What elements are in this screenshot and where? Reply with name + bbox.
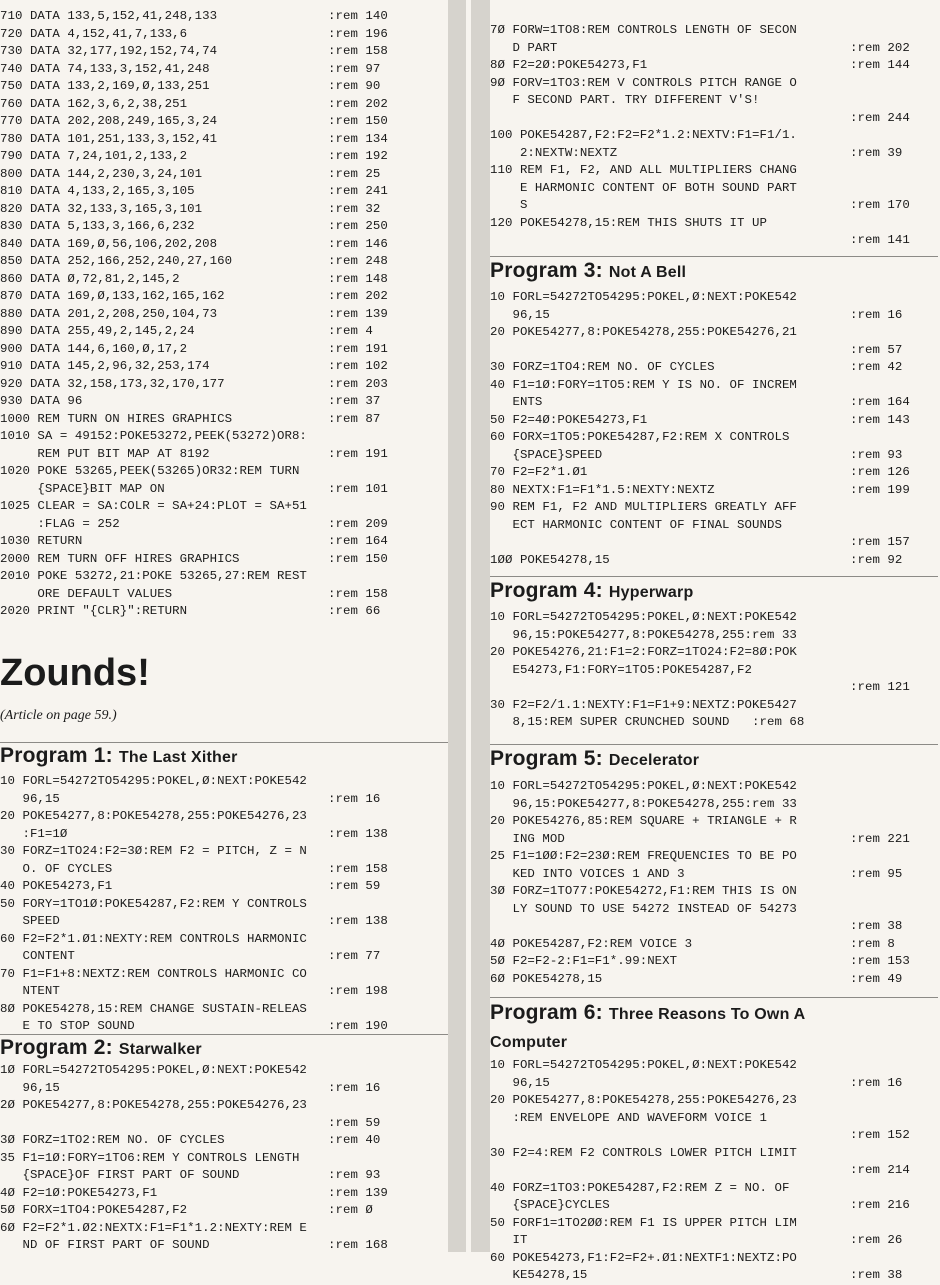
code-text: ING MOD xyxy=(490,831,565,846)
code-text: NTENT xyxy=(0,984,60,998)
code-text: 880 DATA 201,2,208,250,104,73 xyxy=(0,306,218,321)
code-text: KED INTO VOICES 1 AND 3 xyxy=(490,866,685,881)
code-text: ECT HARMONIC CONTENT OF FINAL SOUNDS xyxy=(490,517,782,532)
code-text: 730 DATA 32,177,192,152,74,74 xyxy=(0,44,218,58)
code-text: 1Ø FORL=54272TO54295:POKEL,Ø:NEXT:POKE542 xyxy=(0,1063,307,1077)
rem-checksum: :rem 241 xyxy=(328,184,388,198)
code-text: 60 FORX=1TO5:POKE54287,F2:REM X CONTROLS xyxy=(490,430,790,444)
code-text: 9Ø FORV=1TO3:REM V CONTROLS PITCH RANGE O xyxy=(490,75,797,90)
program-1-header: Program 1: The Last Xither xyxy=(0,744,238,767)
code-text: 920 DATA 32,158,173,32,170,177 xyxy=(0,376,225,391)
code-text: 90 REM F1, F2 AND MULTIPLIERS GREATLY AFF xyxy=(490,500,797,514)
code-text: 96,15 xyxy=(0,791,60,806)
program-5-header: Program 5: Decelerator xyxy=(490,747,700,770)
rem-checksum: :rem 221 xyxy=(850,831,910,846)
code-text: CONTENT xyxy=(0,949,75,963)
rem-checksum: :rem 191 xyxy=(328,446,388,461)
code-text: 80 NEXTX:F1=F1*1.5:NEXTY:NEXTZ xyxy=(490,482,715,497)
rem-checksum: :rem 138 xyxy=(328,826,388,841)
code-text: 20 POKE54276,21:F1=2:FORZ=1TO24:F2=8Ø:POK xyxy=(490,645,797,659)
code-text: 1ØØ POKE54278,15 xyxy=(490,552,610,567)
code-text: 40 F1=1Ø:FORY=1TO5:REM Y IS NO. OF INCREM xyxy=(490,377,797,392)
code-text: KE54278,15 xyxy=(490,1268,588,1282)
divider xyxy=(0,742,448,743)
code-text: D PART xyxy=(490,40,558,55)
rem-checksum: :rem 158 xyxy=(328,586,388,601)
rem-checksum: :rem 39 xyxy=(850,145,903,160)
code-text: 96,15:POKE54277,8:POKE54278,255:rem 33 xyxy=(490,627,797,642)
code-text: 1030 RETURN xyxy=(0,534,83,548)
code-text: 3Ø FORZ=1TO77:POKE54272,F1:REM THIS IS ON xyxy=(490,884,797,898)
code-text: 30 FORZ=1TO4:REM NO. OF CYCLES xyxy=(490,360,715,374)
code-text: REM PUT BIT MAP AT 8192 xyxy=(0,446,210,461)
code-text: S xyxy=(490,198,528,212)
code-text: 6Ø POKE54278,15 xyxy=(490,971,603,986)
code-text: 890 DATA 255,49,2,145,2,24 xyxy=(0,324,195,338)
code-text: 100 POKE54287,F2:F2=F2*1.2:NEXTV:F1=F1/1. xyxy=(490,128,797,142)
rem-checksum: :rem 95 xyxy=(850,866,903,881)
program-2-header: Program 2: Starwalker xyxy=(0,1036,202,1059)
rem-checksum: :rem 139 xyxy=(328,306,388,321)
code-text: 60 F2=F2*1.Ø1:NEXTY:REM CONTROLS HARMONIC xyxy=(0,931,307,946)
rem-checksum: :rem 126 xyxy=(850,465,910,479)
code-text: 750 DATA 133,2,169,Ø,133,251 xyxy=(0,79,210,93)
code-text: 96,15 xyxy=(490,1075,550,1090)
divider xyxy=(490,576,938,577)
rem-checksum: :rem 93 xyxy=(850,447,903,462)
rem-checksum: :rem 8 xyxy=(850,936,895,951)
page-gutter xyxy=(448,0,490,1252)
rem-checksum: :rem 157 xyxy=(850,535,910,549)
code-text: 35 F1=1Ø:FORY=1TO6:REM Y CONTROLS LENGTH xyxy=(0,1150,300,1165)
divider xyxy=(490,256,938,257)
code-text: 96,15:POKE54277,8:POKE54278,255:rem 33 xyxy=(490,796,797,811)
divider xyxy=(490,997,938,998)
code-text: 4Ø F2=1Ø:POKE54273,F1 xyxy=(0,1185,158,1200)
rem-checksum: :rem 190 xyxy=(328,1019,388,1033)
code-text: 20 POKE54276,85:REM SQUARE + TRIANGLE + R xyxy=(490,814,797,828)
code-text: 30 F2=F2/1.1:NEXTY:F1=F1+9:NEXTZ:POKE5427 xyxy=(490,697,797,712)
rem-checksum: :rem 202 xyxy=(850,40,910,55)
divider xyxy=(0,1034,448,1035)
code-text: 2010 POKE 53272,21:POKE 53265,27:REM REST xyxy=(0,569,307,583)
rem-checksum: :rem 191 xyxy=(328,341,388,356)
divider xyxy=(490,744,938,745)
rem-checksum: :rem 216 xyxy=(850,1198,910,1212)
code-text: 840 DATA 169,Ø,56,106,202,208 xyxy=(0,236,218,251)
code-text: 2000 REM TURN OFF HIRES GRAPHICS xyxy=(0,551,240,566)
rem-checksum: :rem 49 xyxy=(850,971,903,986)
code-text: {SPACE}CYCLES xyxy=(490,1198,610,1212)
code-text: 50 F2=4Ø:POKE54273,F1 xyxy=(490,412,648,427)
rem-checksum: :rem 202 xyxy=(328,96,388,111)
code-text: E54273,F1:FORY=1TO5:POKE54287,F2 xyxy=(490,662,752,677)
code-text: E TO STOP SOUND xyxy=(0,1019,135,1033)
rem-checksum: :rem 16 xyxy=(328,791,381,806)
code-text: 830 DATA 5,133,3,166,6,232 xyxy=(0,219,195,233)
rem-checksum: :rem 134 xyxy=(328,131,388,146)
code-text: IT xyxy=(490,1233,528,1247)
code-text: ENTS xyxy=(490,395,543,409)
code-text: 1025 CLEAR = SA:COLR = SA+24:PLOT = SA+51 xyxy=(0,499,307,513)
code-text: 20 POKE54277,8:POKE54278,255:POKE54276,23 xyxy=(0,809,307,823)
rem-checksum: :rem 101 xyxy=(328,481,388,496)
rem-checksum: :rem 248 xyxy=(328,254,388,268)
code-text: 10 FORL=54272TO54295:POKEL,Ø:NEXT:POKE542 xyxy=(0,774,307,788)
code-text: ORE DEFAULT VALUES xyxy=(0,586,173,601)
code-text: 7Ø FORW=1TO8:REM CONTROLS LENGTH OF SECON xyxy=(490,23,797,37)
rem-checksum: :rem Ø xyxy=(328,1203,373,1217)
code-text: 3Ø FORZ=1TO2:REM NO. OF CYCLES xyxy=(0,1133,225,1147)
code-text: 810 DATA 4,133,2,165,3,105 xyxy=(0,184,195,198)
rem-checksum: :rem 77 xyxy=(328,949,381,963)
code-text: O. OF CYCLES xyxy=(0,861,113,876)
code-text: 50 FORY=1TO1Ø:POKE54287,F2:REM Y CONTROLS xyxy=(0,896,307,911)
rem-checksum: :rem 32 xyxy=(328,201,381,216)
article-note: (Article on page 59.) xyxy=(0,708,117,723)
code-text: 40 FORZ=1TO3:POKE54287,F2:REM Z = NO. OF xyxy=(490,1180,790,1195)
rem-checksum: :rem 158 xyxy=(328,44,388,58)
rem-checksum: :rem 244 xyxy=(850,110,910,125)
code-text: 5Ø FORX=1TO4:POKE54287,F2 xyxy=(0,1203,188,1217)
code-text: :F1=1Ø xyxy=(0,826,68,841)
article-title: Zounds! xyxy=(0,652,150,694)
code-text: 720 DATA 4,152,41,7,133,6 xyxy=(0,26,188,41)
rem-checksum: :rem 93 xyxy=(328,1168,381,1182)
rem-checksum: :rem 37 xyxy=(328,394,381,408)
code-text: 2020 PRINT "{CLR}":RETURN xyxy=(0,604,188,618)
code-text: 10 FORL=54272TO54295:POKEL,Ø:NEXT:POKE542 xyxy=(490,290,797,304)
code-text: 740 DATA 74,133,3,152,41,248 xyxy=(0,61,210,76)
code-text: :FLAG = 252 xyxy=(0,516,120,531)
code-text: 60 POKE54273,F1:F2=F2+.Ø1:NEXTF1:NEXTZ:PO xyxy=(490,1250,797,1265)
rem-checksum: :rem 26 xyxy=(850,1233,903,1247)
rem-checksum: :rem 152 xyxy=(850,1128,910,1142)
rem-checksum: :rem 150 xyxy=(328,551,388,566)
code-text: 910 DATA 145,2,96,32,253,174 xyxy=(0,359,210,373)
code-text: 30 FORZ=1TO24:F2=3Ø:REM F2 = PITCH, Z = N xyxy=(0,844,307,858)
code-text: 760 DATA 162,3,6,2,38,251 xyxy=(0,96,188,111)
code-text: 10 FORL=54272TO54295:POKEL,Ø:NEXT:POKE542 xyxy=(490,610,797,624)
code-text: {SPACE}OF FIRST PART OF SOUND xyxy=(0,1168,240,1182)
rem-checksum: :rem 198 xyxy=(328,984,388,998)
rem-checksum: :rem 38 xyxy=(850,919,903,933)
code-text: 780 DATA 101,251,133,3,152,41 xyxy=(0,131,218,146)
rem-checksum: :rem 143 xyxy=(850,412,910,427)
rem-checksum: :rem 57 xyxy=(850,342,903,357)
rem-checksum: :rem 139 xyxy=(328,1185,388,1200)
code-text: 50 FORF1=1TO2ØØ:REM F1 IS UPPER PITCH LIM xyxy=(490,1215,797,1230)
rem-checksum: :rem 141 xyxy=(850,233,910,247)
rem-checksum: :rem 102 xyxy=(328,359,388,373)
code-text: 860 DATA Ø,72,81,2,145,2 xyxy=(0,271,180,286)
code-text: 70 F1=F1+8:NEXTZ:REM CONTROLS HARMONIC CO xyxy=(0,966,307,981)
rem-checksum: :rem 59 xyxy=(328,879,381,893)
code-text: 800 DATA 144,2,230,3,24,101 xyxy=(0,166,203,181)
rem-checksum: :rem 196 xyxy=(328,26,388,41)
rem-checksum: :rem 170 xyxy=(850,198,910,212)
rem-checksum: :rem 90 xyxy=(328,79,381,93)
rem-checksum: :rem 164 xyxy=(850,395,910,409)
code-text: 5Ø F2=F2-2:F1=F1*.99:NEXT xyxy=(490,954,678,968)
rem-checksum: :rem 97 xyxy=(328,61,381,76)
code-text: 20 POKE54277,8:POKE54278,255:POKE54276,23 xyxy=(490,1093,797,1107)
code-text: 710 DATA 133,5,152,41,248,133 xyxy=(0,9,218,23)
code-text: 110 REM F1, F2, AND ALL MULTIPLIERS CHANG xyxy=(490,163,797,177)
code-text: 4Ø POKE54287,F2:REM VOICE 3 xyxy=(490,936,693,951)
code-text: 10 FORL=54272TO54295:POKEL,Ø:NEXT:POKE542 xyxy=(490,1058,797,1072)
code-text: 8Ø F2=2Ø:POKE54273,F1 xyxy=(490,58,648,72)
code-text: E HARMONIC CONTENT OF BOTH SOUND PART xyxy=(490,180,797,195)
code-text: 1010 SA = 49152:POKE53272,PEEK(53272)OR8: xyxy=(0,429,307,443)
code-text: :REM ENVELOPE AND WAVEFORM VOICE 1 xyxy=(490,1110,767,1125)
code-text: ND OF FIRST PART OF SOUND xyxy=(0,1238,210,1252)
rem-checksum: :rem 203 xyxy=(328,376,388,391)
rem-checksum: :rem 146 xyxy=(328,236,388,251)
rem-checksum: :rem 150 xyxy=(328,114,388,128)
rem-checksum: :rem 250 xyxy=(328,219,388,233)
code-text: F SECOND PART. TRY DIFFERENT V'S! xyxy=(490,93,760,107)
code-text: 900 DATA 144,6,160,Ø,17,2 xyxy=(0,341,188,356)
rem-checksum: :rem 40 xyxy=(328,1133,381,1147)
code-text: 10 FORL=54272TO54295:POKEL,Ø:NEXT:POKE542 xyxy=(490,779,797,793)
code-text: 96,15 xyxy=(490,307,550,322)
code-text: 870 DATA 169,Ø,133,162,165,162 xyxy=(0,289,225,303)
rem-checksum: :rem 92 xyxy=(850,552,903,567)
code-text: 30 F2=4:REM F2 CONTROLS LOWER PITCH LIMIT xyxy=(490,1145,797,1160)
code-text: 96,15 xyxy=(0,1080,60,1095)
code-text: 820 DATA 32,133,3,165,3,101 xyxy=(0,201,203,216)
code-text: 790 DATA 7,24,101,2,133,2 xyxy=(0,149,188,163)
code-text: LY SOUND TO USE 54272 INSTEAD OF 54273 xyxy=(490,901,797,916)
code-text: 850 DATA 252,166,252,240,27,160 xyxy=(0,254,233,268)
code-text: {SPACE}SPEED xyxy=(490,447,603,462)
rem-checksum: :rem 209 xyxy=(328,516,388,531)
program-4-header: Program 4: Hyperwarp xyxy=(490,579,694,602)
rem-checksum: :rem 164 xyxy=(328,534,388,548)
rem-checksum: :rem 168 xyxy=(328,1238,388,1252)
rem-checksum: :rem 148 xyxy=(328,271,388,286)
program-3-header: Program 3: Not A Bell xyxy=(490,259,687,282)
rem-checksum: :rem 202 xyxy=(328,289,388,303)
rem-checksum: :rem 153 xyxy=(850,954,910,968)
program-6-header: Program 6: Three Reasons To Own A Computer xyxy=(490,1001,806,1051)
rem-checksum: :rem 16 xyxy=(850,307,903,322)
rem-checksum: :rem 158 xyxy=(328,861,388,876)
code-text: 770 DATA 202,208,249,165,3,24 xyxy=(0,114,218,128)
code-text: {SPACE}BIT MAP ON xyxy=(0,481,165,496)
rem-checksum: :rem 121 xyxy=(850,680,910,694)
rem-checksum: :rem 87 xyxy=(328,411,381,426)
code-text: 930 DATA 96 xyxy=(0,394,83,408)
code-text: 8Ø POKE54278,15:REM CHANGE SUSTAIN-RELEAS xyxy=(0,1001,307,1016)
code-text: 6Ø F2=F2*1.Ø2:NEXTX:F1=F1*1.2:NEXTY:REM E xyxy=(0,1220,307,1235)
rem-checksum: :rem 214 xyxy=(850,1163,910,1177)
code-text: 70 F2=F2*1.Ø1 xyxy=(490,465,588,479)
rem-checksum: :rem 199 xyxy=(850,482,910,497)
code-text: SPEED xyxy=(0,914,60,928)
rem-checksum: :rem 42 xyxy=(850,360,903,374)
rem-checksum: :rem 192 xyxy=(328,149,388,163)
code-text: 40 POKE54273,F1 xyxy=(0,879,113,893)
code-text: 8,15:REM SUPER CRUNCHED SOUND :rem 68 xyxy=(490,715,805,729)
rem-checksum: :rem 66 xyxy=(328,604,381,618)
code-text: 2:NEXTW:NEXTZ xyxy=(490,145,618,160)
code-text: 120 POKE54278,15:REM THIS SHUTS IT UP xyxy=(490,215,767,230)
rem-checksum: :rem 25 xyxy=(328,166,381,181)
code-text: 2Ø POKE54277,8:POKE54278,255:POKE54276,23 xyxy=(0,1098,307,1112)
rem-checksum: :rem 59 xyxy=(328,1115,381,1130)
code-text: 1020 POKE 53265,PEEK(53265)OR32:REM TURN xyxy=(0,464,300,478)
rem-checksum: :rem 38 xyxy=(850,1268,903,1282)
code-text: 25 F1=1ØØ:F2=23Ø:REM FREQUENCIES TO BE PO xyxy=(490,849,797,863)
rem-checksum: :rem 144 xyxy=(850,58,910,72)
code-text: 20 POKE54277,8:POKE54278,255:POKE54276,21 xyxy=(490,325,797,339)
code-text: 1000 REM TURN ON HIRES GRAPHICS xyxy=(0,411,233,426)
rem-checksum: :rem 16 xyxy=(328,1080,381,1095)
rem-checksum: :rem 16 xyxy=(850,1075,903,1090)
rem-checksum: :rem 4 xyxy=(328,324,373,338)
rem-checksum: :rem 138 xyxy=(328,914,388,928)
rem-checksum: :rem 140 xyxy=(328,9,388,23)
